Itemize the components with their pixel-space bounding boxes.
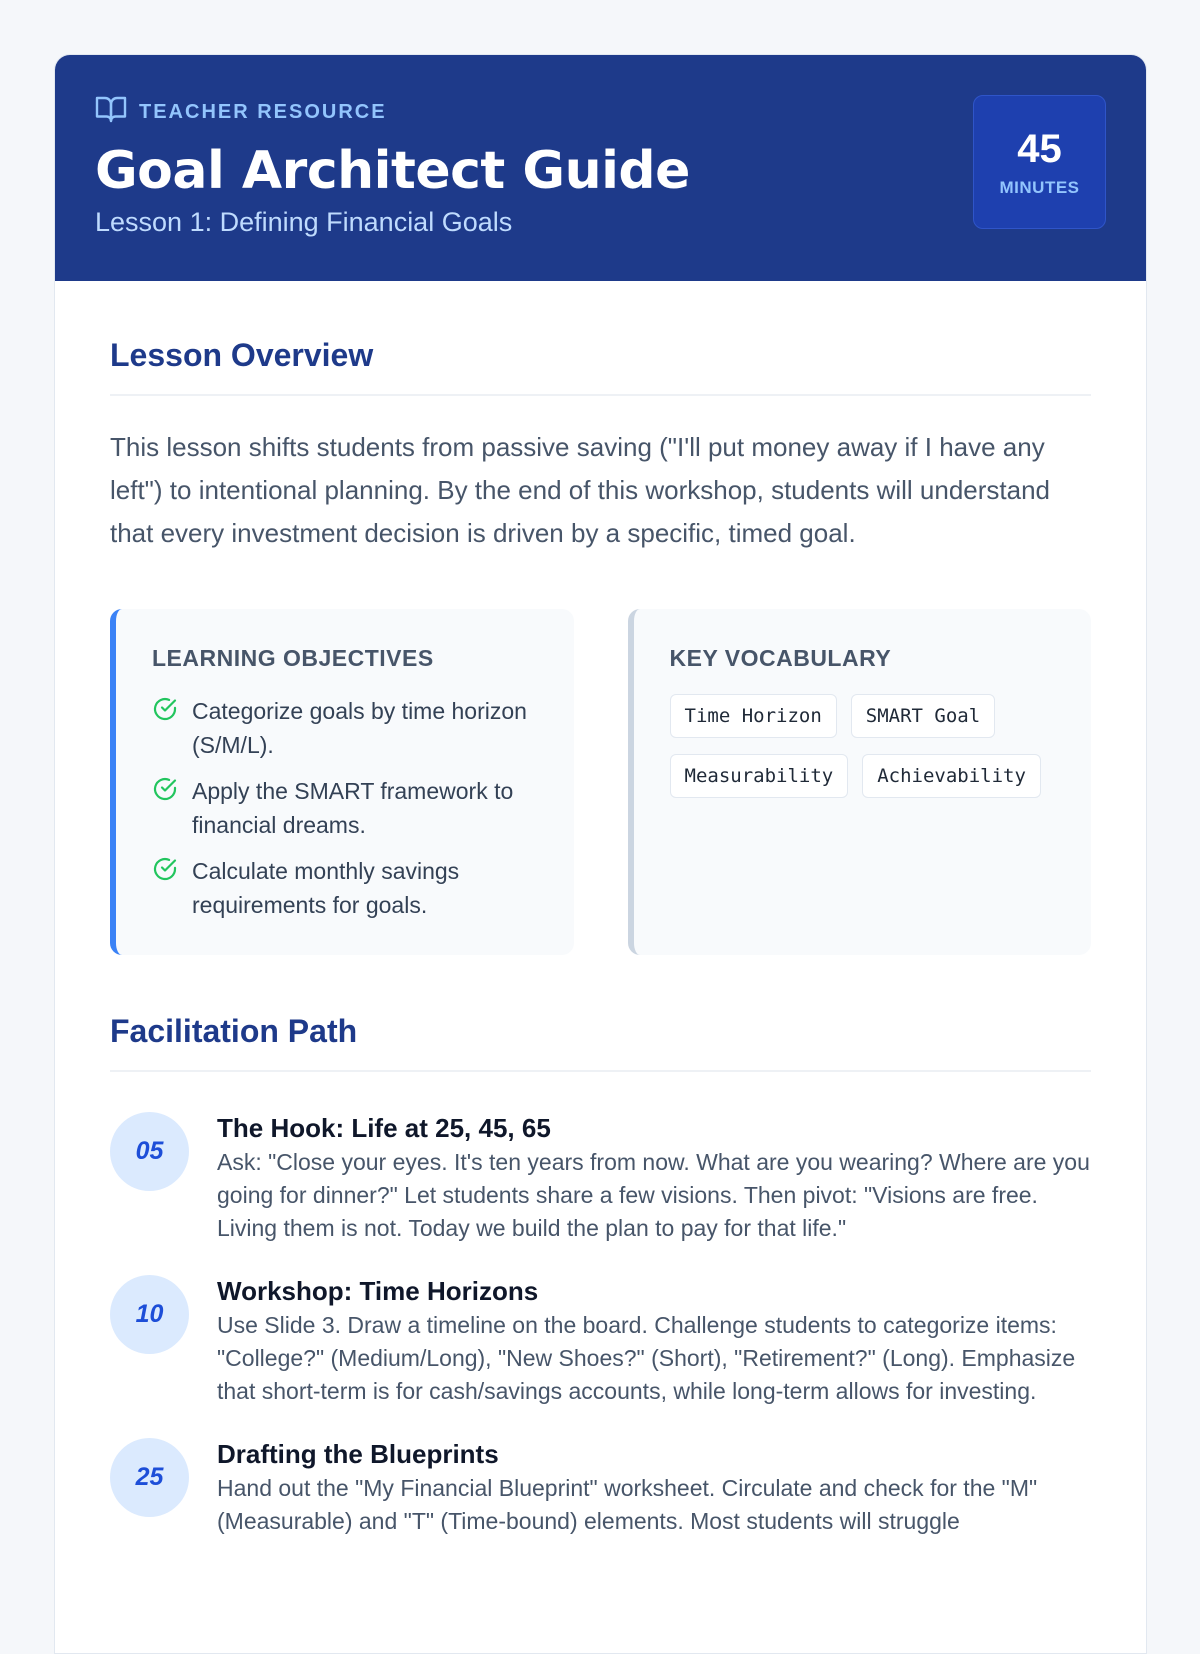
eyebrow — [95, 95, 1106, 129]
duration-unit: MINUTES — [999, 177, 1080, 197]
step-description: Use Slide 3. Draw a timeline on the board. Challenge students to categorize items: "College?" (Medium/Long), "New Shoes?" (Short), "Retirement?" (Long). Emphasize that short-term is for cash/savings accounts, while long-term allows for investing. — [217, 1312, 1076, 1404]
step-description: Ask: "Close your eyes. It's ten years from now. What are you wearing? Where are you going for dinner?" Let students share a few visions. Then pivot: "Visions are free. Living them is not. Today we build the plan to pay for that life." — [217, 1149, 1090, 1241]
objectives-box — [110, 609, 574, 955]
vocab-chip: SMART Goal — [851, 694, 995, 738]
eyebrow-label: TEACHER RESOURCE — [139, 100, 387, 123]
step-description: Hand out the "My Financial Blueprint" worksheet. Circulate and check for the "M" (Measurable) and "T" (Time-bound) elements. Most students will struggle — [217, 1475, 1038, 1534]
objectives-heading: LEARNING OBJECTIVES — [152, 645, 434, 671]
book-icon — [95, 95, 127, 129]
step-title: Workshop: Time Horizons — [217, 1276, 539, 1306]
vocabulary-box — [628, 609, 1092, 955]
guide-header — [55, 55, 1146, 281]
check-circle-icon — [152, 694, 178, 762]
step-title: Drafting the Blueprints — [217, 1439, 499, 1469]
vocab-chip: Achievability — [862, 754, 1041, 798]
guide-card — [54, 54, 1147, 1654]
objective-text: Categorize goals by time horizon (S/M/L). — [192, 698, 527, 758]
guide-content — [55, 281, 1146, 1538]
duration-badge — [973, 95, 1106, 229]
check-circle-icon — [152, 774, 178, 842]
facilitation-heading: Facilitation Path — [110, 1013, 1091, 1072]
step-minutes-badge: 25 — [110, 1438, 189, 1517]
step-title: The Hook: Life at 25, 45, 65 — [217, 1113, 551, 1143]
step-item — [110, 1112, 1091, 1245]
list-item — [152, 694, 538, 762]
step-body — [217, 1275, 1091, 1408]
objective-text: Calculate monthly savings requirements for goals. — [192, 858, 460, 918]
info-boxes — [110, 609, 1091, 955]
vocabulary-heading: KEY VOCABULARY — [669, 645, 892, 671]
step-item — [110, 1438, 1091, 1538]
objective-text: Apply the SMART framework to financial dreams. — [192, 778, 514, 838]
step-minutes-badge: 05 — [110, 1112, 189, 1191]
step-body — [217, 1438, 1091, 1538]
page-subtitle: Lesson 1: Defining Financial Goals — [95, 207, 513, 237]
list-item — [152, 774, 538, 842]
list-item — [152, 854, 538, 922]
duration-value: 45 — [1017, 126, 1062, 171]
step-item — [110, 1275, 1091, 1408]
step-body — [217, 1112, 1091, 1245]
page-title: Goal Architect Guide — [95, 141, 690, 201]
vocab-chip: Measurability — [670, 754, 849, 798]
objectives-list — [152, 694, 538, 922]
step-minutes-badge: 10 — [110, 1275, 189, 1354]
check-circle-icon — [152, 854, 178, 922]
vocabulary-chips — [670, 694, 1056, 798]
overview-heading: Lesson Overview — [110, 337, 1091, 396]
vocab-chip: Time Horizon — [670, 694, 837, 738]
overview-text: This lesson shifts students from passive saving ("I'll put money away if I have any left") to intentional planning. By the end of this workshop, students will understand that every investment decision is driven by a specific, timed goal. — [110, 432, 1051, 548]
facilitation-steps — [110, 1112, 1091, 1538]
